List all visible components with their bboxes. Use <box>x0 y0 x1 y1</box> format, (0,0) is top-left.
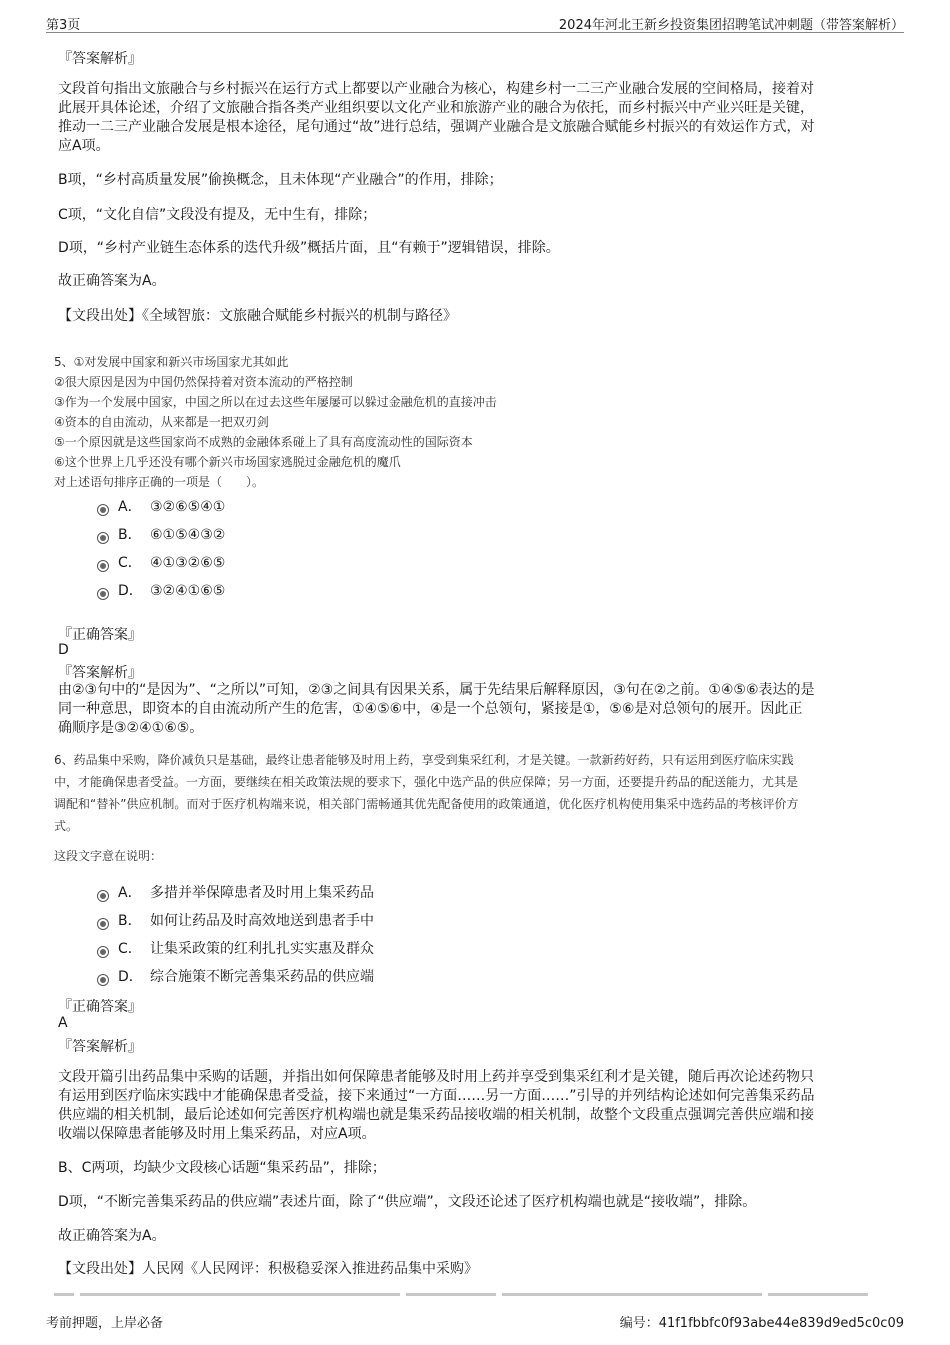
q5-analysis-line: 确顺序是③②④①⑥⑤。 <box>58 720 204 736</box>
option-key: A． <box>118 885 142 901</box>
q6-option-d[interactable] <box>118 966 374 986</box>
q4-analysis-heading: 『答案解析』 <box>58 51 142 67</box>
q6-option-b[interactable] <box>118 910 374 930</box>
q6-answer-heading: 『正确答案』 <box>58 999 142 1015</box>
option-text: 综合施策不断完善集采药品的供应端 <box>150 969 374 985</box>
q5-stem-line: 对上述语句排序正确的一项是（ ）。 <box>54 475 265 489</box>
q4-source: 【文段出处】《全域智旅：文旅融合赋能乡村振兴的机制与路径》 <box>58 308 457 324</box>
q4-option-d-note: D项，“乡村产业链生态体系的迭代升级”概括片面，且“有赖于”逻辑错误，排除。 <box>58 240 560 256</box>
q5-option-d-radio[interactable] <box>97 588 109 600</box>
option-key: A． <box>118 499 142 515</box>
q6-option-d-radio[interactable] <box>97 974 109 986</box>
q6-option-b-radio[interactable] <box>97 918 109 930</box>
q4-analysis-line: 推动一二三产业融合发展是根本途径，尾句通过“故”进行总结，强调产业融合是文旅融合赋能乡村振兴的有效运作方式，对 <box>58 119 815 135</box>
q5-option-a-radio[interactable] <box>97 504 109 516</box>
option-key: C． <box>118 555 142 571</box>
q5-option-c-radio[interactable] <box>97 560 109 572</box>
q5-option-b-radio[interactable] <box>97 532 109 544</box>
option-key: B． <box>118 913 142 929</box>
q5-answer: D <box>58 642 69 658</box>
q6-stem-line: 6、药品集中采购，降价减负只是基础，最终让患者能够及时用上药，享受到集采红利，才是关键。一款新药好药，只有运用到医疗临床实践 <box>54 753 794 767</box>
page-header <box>46 12 904 33</box>
option-text: 如何让药品及时高效地送到患者手中 <box>150 913 374 929</box>
option-key: C． <box>118 941 142 957</box>
q6-source: 【文段出处】人民网《人民网评：积极稳妥深入推进药品集中采购》 <box>58 1261 478 1277</box>
option-key: B． <box>118 527 142 543</box>
q6-options-bc-note: B、C两项，均缺少文段核心话题“集采药品”，排除； <box>58 1160 386 1176</box>
q4-analysis <box>58 80 893 156</box>
q6-option-a-radio[interactable] <box>97 890 109 902</box>
document-title: 2024年河北王新乡投资集团招聘笔试冲刺题（带答案解析） <box>558 18 904 33</box>
q5-option-c[interactable] <box>118 552 225 572</box>
option-text: ④①③②⑥⑤ <box>150 555 226 571</box>
q4-conclusion: 故正确答案为A。 <box>58 273 166 289</box>
q4-analysis-line: 此展开具体论述，介绍了文旅融合指各类产业组织要以文化产业和旅游产业的融合为依托，而乡村振兴中产业兴旺是关键， <box>58 100 814 116</box>
q5-option-b[interactable] <box>118 524 225 544</box>
q5-analysis-line: 由②③句中的“是因为”、“之所以”可知，②③之间具有因果关系，属于先结果后解释原因，③句在②之前。①④⑤⑥表达的是 <box>58 682 815 698</box>
q5-option-a[interactable] <box>118 496 225 516</box>
q6-analysis-line: 收端以保障患者能够及时用上集采药品，对应A项。 <box>58 1126 376 1142</box>
option-text: ③②⑥⑤④① <box>150 499 226 515</box>
q6-analysis-heading: 『答案解析』 <box>58 1039 142 1055</box>
q5-stem-line: 5、①对发展中国家和新兴市场国家尤其如此 <box>54 355 289 369</box>
q4-option-b-note: B项，“乡村高质量发展”偷换概念，且未体现“产业融合”的作用，排除； <box>58 172 503 188</box>
q4-option-c-note: C项，“文化自信”文段没有提及，无中生有，排除； <box>58 207 377 223</box>
q4-analysis-line: 文段首句指出文旅融合与乡村振兴在运行方式上都要以产业融合为核心，构建乡村一二三产业融合发展的空间格局，接着对 <box>58 81 814 97</box>
q6-analysis-line: 文段开篇引出药品集中采购的话题，并指出如何保障患者能够及时用上药并享受到集采红利才是关键，随后再次论述药物只 <box>58 1069 814 1085</box>
option-text: ③②④①⑥⑤ <box>150 583 226 599</box>
q6-stem-line: 调配和“替补”供应机制。而对于医疗机构端来说，相关部门需畅通其优先配备使用的政策通道，优化医疗机构使用集采中选药品的考核评价方 <box>54 797 799 811</box>
option-key: D． <box>118 583 143 599</box>
q5-answer-heading: 『正确答案』 <box>58 627 142 643</box>
q6-stem-line: 式。 <box>54 819 79 833</box>
q6-analysis-line: 供应端的相关机制，最后论述如何完善医疗机构端也就是集采药品接收端的相关机制，故整个文段重点强调完善供应端和接 <box>58 1107 814 1123</box>
q5-analysis-line: 同一种意思，即资本的自由流动所产生的危害，①④⑤⑥中，④是一个总领句，紧接是①，⑤⑥是对总领句的展开。因此正 <box>58 701 803 717</box>
q6-answer: A <box>58 1015 68 1031</box>
q5-analysis <box>58 681 893 738</box>
clipped-next-question-line <box>54 1293 894 1300</box>
q6-option-a[interactable] <box>118 882 374 902</box>
q5-stem <box>54 352 894 492</box>
q5-stem-line: ⑤一个原因就是这些国家尚不成熟的金融体系碰上了具有高度流动性的国际资本 <box>54 435 473 449</box>
option-text: 多措并举保障患者及时用上集采药品 <box>150 885 374 901</box>
q6-option-d-note: D项，“不断完善集采药品的供应端”表述片面，除了“供应端”，文段还论述了医疗机构端也就是“接收端”，排除。 <box>58 1194 757 1210</box>
document-id: 编号：41f1fbbfc0f93abe44e839d9ed5c0c09 <box>619 1316 904 1331</box>
q4-analysis-line: 应A项。 <box>58 138 110 154</box>
q6-analysis-line: 有运用到医疗临床实践中才能确保患者受益，接下来通过“一方面……另一方面……”引导的并列结构论述如何完善集采药品 <box>58 1088 815 1104</box>
option-text: 让集采政策的红利扎扎实实惠及群众 <box>150 941 374 957</box>
q6-stem <box>54 749 894 837</box>
q5-analysis-heading: 『答案解析』 <box>58 665 142 681</box>
q6-analysis <box>58 1068 893 1144</box>
option-key: D． <box>118 969 143 985</box>
q6-prompt: 这段文字意在说明： <box>54 849 163 863</box>
option-text: ⑥①⑤④③② <box>150 527 226 543</box>
q5-stem-line: ②很大原因是因为中国仍然保持着对资本流动的严格控制 <box>54 375 353 389</box>
footer-slogan: 考前押题，上岸必备 <box>46 1316 164 1331</box>
q5-option-d[interactable] <box>118 580 225 600</box>
q6-stem-line: 中，才能确保患者受益。一方面，要继续在相关政策法规的要求下，强化中选产品的供应保障；另一方面，还要提升药品的配送能力，尤其是 <box>54 775 799 789</box>
q5-stem-line: ③作为一个发展中国家，中国之所以在过去这些年屡屡可以躲过金融危机的直接冲击 <box>54 395 497 409</box>
q6-option-c-radio[interactable] <box>97 946 109 958</box>
page-number: 第3页 <box>46 18 81 33</box>
q5-stem-line: ⑥这个世界上几乎还没有哪个新兴市场国家逃脱过金融危机的魔爪 <box>54 455 401 469</box>
q6-conclusion: 故正确答案为A。 <box>58 1228 166 1244</box>
q6-option-c[interactable] <box>118 938 374 958</box>
q5-stem-line: ④资本的自由流动，从来都是一把双刃剑 <box>54 415 269 429</box>
